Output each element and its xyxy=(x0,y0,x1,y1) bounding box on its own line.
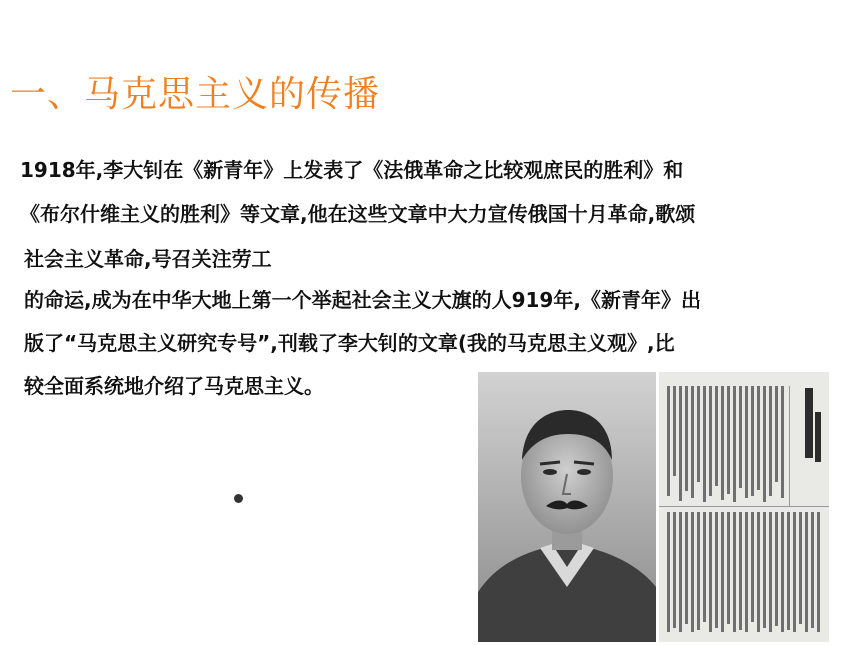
paragraph-line: 社会主义革命,号召关注劳工 xyxy=(24,247,272,271)
slide-title: 一、马克思主义的传播 xyxy=(10,74,381,115)
paragraph-line: 版了“马克思主义研究专号”,刊载了李大钊的文章(我的马克思主义观》,比 xyxy=(24,331,675,355)
newspaper-illustration xyxy=(659,372,829,642)
bullet-dot xyxy=(234,494,243,503)
paragraph-line: 1918年,李大钊在《新青年》上发表了《法俄革命之比较观庶民的胜利》和 xyxy=(20,158,684,182)
paragraph-line: 较全面系统地介绍了马克思主义。 xyxy=(24,374,324,398)
paragraph-line: 的命运,成为在中华大地上第一个举起社会主义大旗的人919年,《新青年》出 xyxy=(24,288,701,312)
portrait-photo xyxy=(478,372,656,642)
newspaper-page xyxy=(659,372,829,642)
paragraph-line: 《布尔什维主义的胜利》等文章,他在这些文章中大力宣传俄国十月革命,歌颂 xyxy=(20,202,696,226)
portrait-illustration xyxy=(478,372,656,642)
